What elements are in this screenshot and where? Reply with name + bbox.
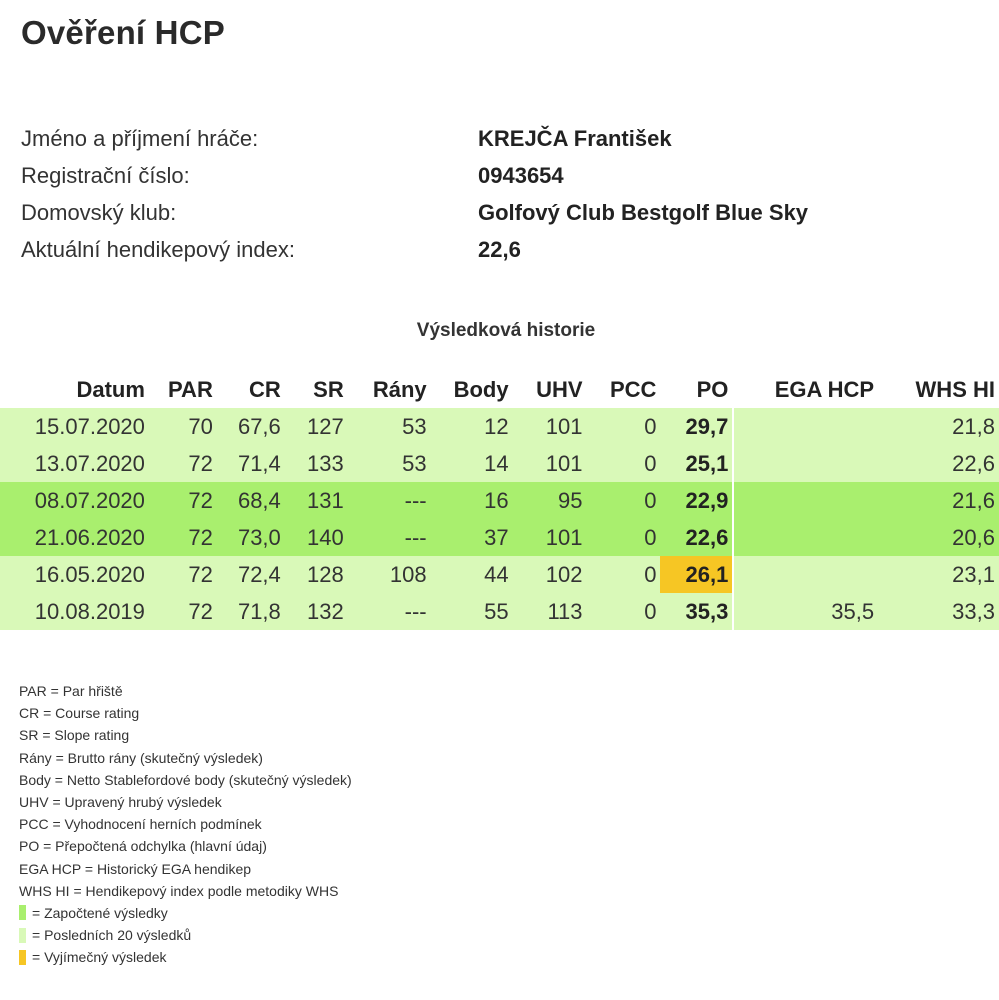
cell-par: 72 bbox=[149, 519, 217, 556]
table-row bbox=[0, 519, 999, 556]
cell-date: 13.07.2020 bbox=[0, 445, 149, 482]
cell-points: 44 bbox=[431, 556, 513, 593]
legend-text: PAR = Par hřiště bbox=[19, 683, 123, 700]
cell-uhv: 101 bbox=[513, 445, 587, 482]
column-header-ega-hcp: EGA HCP bbox=[774, 377, 875, 402]
cell-points: 37 bbox=[431, 519, 513, 556]
legend-item bbox=[19, 747, 352, 769]
cell-pcc: 0 bbox=[587, 482, 661, 519]
cell-whs-hi: 21,8 bbox=[878, 408, 999, 445]
handicap-index-label: Aktuální hendikepový index: bbox=[21, 236, 295, 262]
cell-ega-hcp bbox=[734, 482, 878, 519]
cell-strokes: --- bbox=[348, 593, 431, 630]
cell-pcc: 0 bbox=[587, 519, 661, 556]
cell-cr: 71,4 bbox=[217, 445, 285, 482]
legend-item bbox=[19, 924, 352, 946]
cell-par: 72 bbox=[149, 593, 217, 630]
cell-po: 35,3 bbox=[660, 593, 732, 630]
home-club-value: Golfový Club Bestgolf Blue Sky bbox=[478, 199, 809, 225]
cell-ega-hcp: 35,5 bbox=[734, 593, 878, 630]
legend-item bbox=[19, 902, 352, 924]
legend-item bbox=[19, 769, 352, 791]
legend-text: = Vyjímečný výsledek bbox=[32, 949, 167, 966]
player-info bbox=[21, 120, 961, 268]
cell-po: 22,9 bbox=[660, 482, 732, 519]
cell-cr: 73,0 bbox=[217, 519, 285, 556]
table-row bbox=[0, 593, 999, 630]
legend-text: SR = Slope rating bbox=[19, 727, 130, 744]
registration-number-label: Registrační číslo: bbox=[21, 162, 190, 188]
legend-text: EGA HCP = Historický EGA hendikep bbox=[19, 860, 252, 877]
score-history-table bbox=[0, 372, 999, 630]
column-header-po: PO bbox=[696, 377, 729, 402]
legend-text: WHS HI = Hendikepový index podle metodiky WHS bbox=[19, 882, 339, 899]
cell-cr: 72,4 bbox=[217, 556, 285, 593]
cell-strokes: --- bbox=[348, 519, 431, 556]
column-header-points: Body bbox=[453, 377, 509, 402]
cell-whs-hi: 33,3 bbox=[878, 593, 999, 630]
legend-item bbox=[19, 835, 352, 857]
table-row bbox=[0, 482, 999, 519]
column-header-pcc: PCC bbox=[610, 377, 657, 402]
table-body bbox=[0, 408, 999, 630]
column-header-whs-hi: WHS HI bbox=[915, 377, 995, 402]
cell-cr: 71,8 bbox=[217, 593, 285, 630]
legend-swatch-exceptional bbox=[19, 950, 26, 965]
cell-date: 21.06.2020 bbox=[0, 519, 149, 556]
cell-date: 16.05.2020 bbox=[0, 556, 149, 593]
cell-uhv: 101 bbox=[513, 519, 587, 556]
cell-sr: 133 bbox=[285, 445, 348, 482]
cell-points: 14 bbox=[431, 445, 513, 482]
cell-strokes: 53 bbox=[348, 408, 431, 445]
cell-par: 72 bbox=[149, 556, 217, 593]
legend-item bbox=[19, 813, 352, 835]
cell-date: 15.07.2020 bbox=[0, 408, 149, 445]
cell-par: 70 bbox=[149, 408, 217, 445]
registration-number-row bbox=[21, 157, 961, 194]
history-title: Výsledková historie bbox=[416, 320, 596, 341]
table-row bbox=[0, 445, 999, 482]
page-title: Ověření HCP bbox=[21, 14, 225, 51]
cell-pcc: 0 bbox=[587, 408, 661, 445]
cell-points: 16 bbox=[431, 482, 513, 519]
home-club-label: Domovský klub: bbox=[21, 199, 177, 225]
legend-item bbox=[19, 946, 352, 968]
cell-sr: 140 bbox=[285, 519, 348, 556]
cell-ega-hcp bbox=[734, 445, 878, 482]
cell-whs-hi: 23,1 bbox=[878, 556, 999, 593]
table-row bbox=[0, 556, 999, 593]
cell-ega-hcp bbox=[734, 519, 878, 556]
registration-number-value: 0943654 bbox=[478, 162, 564, 188]
column-header-cr: CR bbox=[249, 377, 281, 402]
player-name-value: KREJČA František bbox=[478, 125, 672, 151]
table-header-row bbox=[0, 372, 999, 408]
cell-strokes: 53 bbox=[348, 445, 431, 482]
legend-item bbox=[19, 791, 352, 813]
cell-cr: 67,6 bbox=[217, 408, 285, 445]
cell-whs-hi: 22,6 bbox=[878, 445, 999, 482]
legend-text: UHV = Upravený hrubý výsledek bbox=[19, 794, 222, 811]
cell-uhv: 102 bbox=[513, 556, 587, 593]
cell-ega-hcp bbox=[734, 556, 878, 593]
cell-sr: 127 bbox=[285, 408, 348, 445]
cell-points: 55 bbox=[431, 593, 513, 630]
cell-pcc: 0 bbox=[587, 593, 661, 630]
legend-item bbox=[19, 880, 352, 902]
cell-sr: 128 bbox=[285, 556, 348, 593]
column-header-sr: SR bbox=[313, 377, 344, 402]
legend-text: = Posledních 20 výsledků bbox=[32, 927, 192, 944]
cell-ega-hcp bbox=[734, 408, 878, 445]
cell-points: 12 bbox=[431, 408, 513, 445]
cell-po: 25,1 bbox=[660, 445, 732, 482]
table-row bbox=[0, 408, 999, 445]
cell-po: 22,6 bbox=[660, 519, 732, 556]
cell-po: 29,7 bbox=[660, 408, 732, 445]
legend-text: PO = Přepočtená odchylka (hlavní údaj) bbox=[19, 838, 267, 855]
cell-whs-hi: 21,6 bbox=[878, 482, 999, 519]
cell-date: 08.07.2020 bbox=[0, 482, 149, 519]
home-club-row bbox=[21, 194, 961, 231]
column-header-uhv: UHV bbox=[536, 377, 583, 402]
legend-item bbox=[19, 702, 352, 724]
cell-po: 26,1 bbox=[660, 556, 732, 593]
cell-pcc: 0 bbox=[587, 445, 661, 482]
cell-strokes: 108 bbox=[348, 556, 431, 593]
cell-strokes: --- bbox=[348, 482, 431, 519]
legend-item bbox=[19, 680, 352, 702]
handicap-index-value: 22,6 bbox=[478, 236, 521, 262]
legend-swatch-last20 bbox=[19, 928, 26, 943]
legend-text: Body = Netto Stablefordové body (skutečný výsledek) bbox=[19, 771, 352, 788]
legend-item bbox=[19, 858, 352, 880]
cell-cr: 68,4 bbox=[217, 482, 285, 519]
column-header-date: Datum bbox=[76, 377, 145, 402]
legend-swatch-counted bbox=[19, 905, 26, 920]
column-header-strokes: Rány bbox=[372, 377, 427, 402]
legend-item bbox=[19, 724, 352, 746]
player-name-label: Jméno a příjmení hráče: bbox=[21, 125, 259, 151]
cell-date: 10.08.2019 bbox=[0, 593, 149, 630]
legend-text: = Započtené výsledky bbox=[32, 904, 168, 921]
legend bbox=[19, 680, 352, 968]
legend-text: CR = Course rating bbox=[19, 705, 140, 722]
cell-sr: 131 bbox=[285, 482, 348, 519]
cell-par: 72 bbox=[149, 445, 217, 482]
cell-par: 72 bbox=[149, 482, 217, 519]
legend-text: PCC = Vyhodnocení herních podmínek bbox=[19, 816, 262, 833]
cell-pcc: 0 bbox=[587, 556, 661, 593]
handicap-index-row bbox=[21, 231, 961, 268]
cell-uhv: 101 bbox=[513, 408, 587, 445]
cell-uhv: 95 bbox=[513, 482, 587, 519]
player-name-row bbox=[21, 120, 961, 157]
cell-whs-hi: 20,6 bbox=[878, 519, 999, 556]
cell-sr: 132 bbox=[285, 593, 348, 630]
legend-text: Rány = Brutto rány (skutečný výsledek) bbox=[19, 749, 263, 766]
cell-uhv: 113 bbox=[513, 593, 587, 630]
column-header-par: PAR bbox=[168, 377, 213, 402]
